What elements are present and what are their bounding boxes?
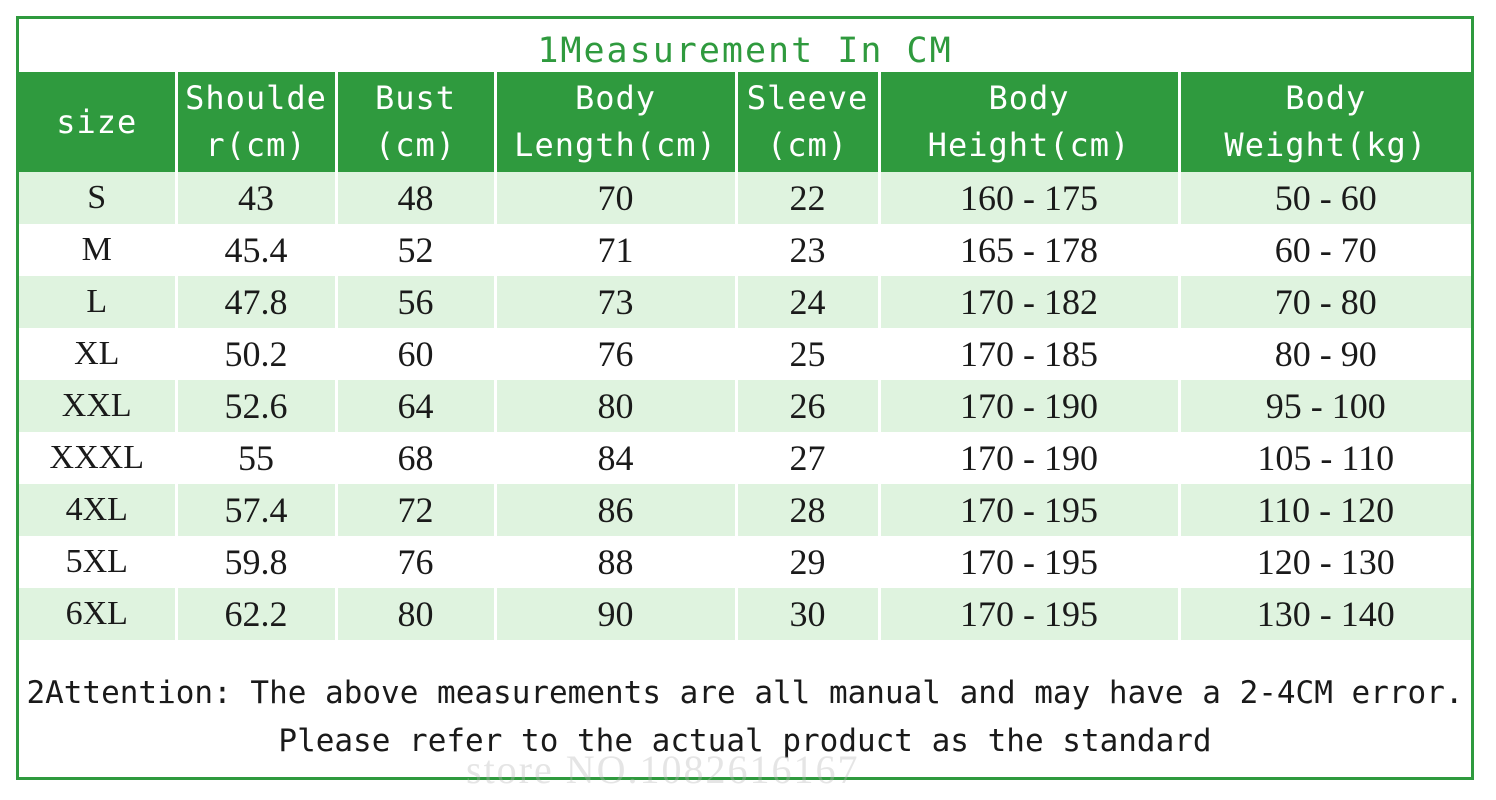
measurement-cell: 23 — [736, 224, 879, 276]
measurement-cell: 80 - 90 — [1179, 328, 1471, 380]
measurement-cell: 70 — [495, 172, 736, 224]
table-row — [19, 432, 1471, 484]
table-row — [19, 172, 1471, 224]
size-cell: S — [19, 172, 176, 224]
column-header-line2: (cm) — [766, 126, 849, 164]
measurement-cell: 88 — [495, 536, 736, 588]
measurement-cell: 52.6 — [176, 380, 336, 432]
measurement-cell: 170 - 195 — [879, 588, 1179, 640]
table-row — [19, 380, 1471, 432]
measurement-cell: 95 - 100 — [1179, 380, 1471, 432]
measurement-cell: 59.8 — [176, 536, 336, 588]
measurement-cell: 22 — [736, 172, 879, 224]
measurement-cell: 29 — [736, 536, 879, 588]
measurement-cell: 170 - 185 — [879, 328, 1179, 380]
measurement-cell: 72 — [336, 484, 495, 536]
measurement-cell: 45.4 — [176, 224, 336, 276]
attention-note-line1: 2Attention: The above measurements are all manual and may have a 2-4CM error. — [26, 675, 1464, 711]
chart-title: 1Measurement In CM — [537, 31, 953, 71]
table-row — [19, 484, 1471, 536]
measurement-cell: 170 - 195 — [879, 484, 1179, 536]
column-header-bust — [336, 72, 495, 172]
measurement-cell: 60 — [336, 328, 495, 380]
measurement-cell: 110 - 120 — [1179, 484, 1471, 536]
attention-note-line2: Please refer to the actual product as the standard — [278, 723, 1212, 759]
measurement-cell: 170 - 190 — [879, 432, 1179, 484]
measurement-cell: 170 - 182 — [879, 276, 1179, 328]
measurement-cell: 27 — [736, 432, 879, 484]
table-row — [19, 224, 1471, 276]
size-cell: XL — [19, 328, 176, 380]
column-header-line2: (cm) — [374, 126, 457, 164]
size-cell: 4XL — [19, 484, 176, 536]
size-cell: 6XL — [19, 588, 176, 640]
measurement-cell: 70 - 80 — [1179, 276, 1471, 328]
measurement-cell: 73 — [495, 276, 736, 328]
measurement-cell: 71 — [495, 224, 736, 276]
column-header-line1: Body — [1285, 79, 1367, 117]
column-header-line1: Body — [574, 79, 657, 117]
measurement-cell: 43 — [176, 172, 336, 224]
size-cell: 5XL — [19, 536, 176, 588]
measurement-cell: 26 — [736, 380, 879, 432]
measurement-cell: 68 — [336, 432, 495, 484]
table-row — [19, 588, 1471, 640]
measurement-cell: 170 - 190 — [879, 380, 1179, 432]
measurement-cell: 76 — [495, 328, 736, 380]
column-header-body-height — [879, 72, 1179, 172]
measurement-cell: 105 - 110 — [1179, 432, 1471, 484]
measurement-cell: 165 - 178 — [879, 224, 1179, 276]
column-header-line2: Length(cm) — [514, 126, 717, 164]
measurement-cell: 25 — [736, 328, 879, 380]
measurement-cell: 52 — [336, 224, 495, 276]
measurement-cell: 64 — [336, 380, 495, 432]
column-header-line1: size — [56, 102, 138, 141]
measurement-cell: 60 - 70 — [1179, 224, 1471, 276]
column-header-line1: Sleeve — [746, 79, 869, 117]
measurement-cell: 48 — [336, 172, 495, 224]
store-watermark: store NO.1082616167 — [466, 747, 860, 792]
measurement-cell: 24 — [736, 276, 879, 328]
measurement-cell: 90 — [495, 588, 736, 640]
column-header-line1: Body — [988, 79, 1070, 117]
measurement-cell: 76 — [336, 536, 495, 588]
measurement-cell: 84 — [495, 432, 736, 484]
column-header-size — [19, 72, 176, 172]
size-cell: XXXL — [19, 432, 176, 484]
measurement-cell: 30 — [736, 588, 879, 640]
measurement-cell: 62.2 — [176, 588, 336, 640]
table-row — [19, 536, 1471, 588]
measurement-cell: 120 - 130 — [1179, 536, 1471, 588]
column-header-sleeve — [736, 72, 879, 172]
measurement-cell: 56 — [336, 276, 495, 328]
measurement-cell: 50.2 — [176, 328, 336, 380]
table-row — [19, 276, 1471, 328]
size-cell: L — [19, 276, 176, 328]
column-header-line2: Weight(kg) — [1224, 126, 1428, 164]
measurement-cell: 55 — [176, 432, 336, 484]
table-row — [19, 328, 1471, 380]
measurement-cell: 170 - 195 — [879, 536, 1179, 588]
size-cell: M — [19, 224, 176, 276]
measurement-cell: 86 — [495, 484, 736, 536]
column-header-line1: Shoulde — [185, 79, 327, 117]
measurement-cell: 80 — [336, 588, 495, 640]
column-header-body-length — [495, 72, 736, 172]
header-row — [19, 72, 1471, 172]
column-header-body-weight — [1179, 72, 1471, 172]
measurement-cell: 57.4 — [176, 484, 336, 536]
size-table — [19, 72, 1471, 640]
measurement-cell: 47.8 — [176, 276, 336, 328]
measurement-cell: 50 - 60 — [1179, 172, 1471, 224]
column-header-line2: Height(cm) — [927, 126, 1131, 164]
measurement-cell: 160 - 175 — [879, 172, 1179, 224]
column-header-line2: r(cm) — [205, 126, 307, 164]
measurement-cell: 130 - 140 — [1179, 588, 1471, 640]
column-header-line1: Bust — [374, 79, 457, 117]
measurement-cell: 28 — [736, 484, 879, 536]
size-cell: XXL — [19, 380, 176, 432]
measurement-cell: 80 — [495, 380, 736, 432]
size-chart-frame — [16, 16, 1474, 780]
column-header-shoulder — [176, 72, 336, 172]
